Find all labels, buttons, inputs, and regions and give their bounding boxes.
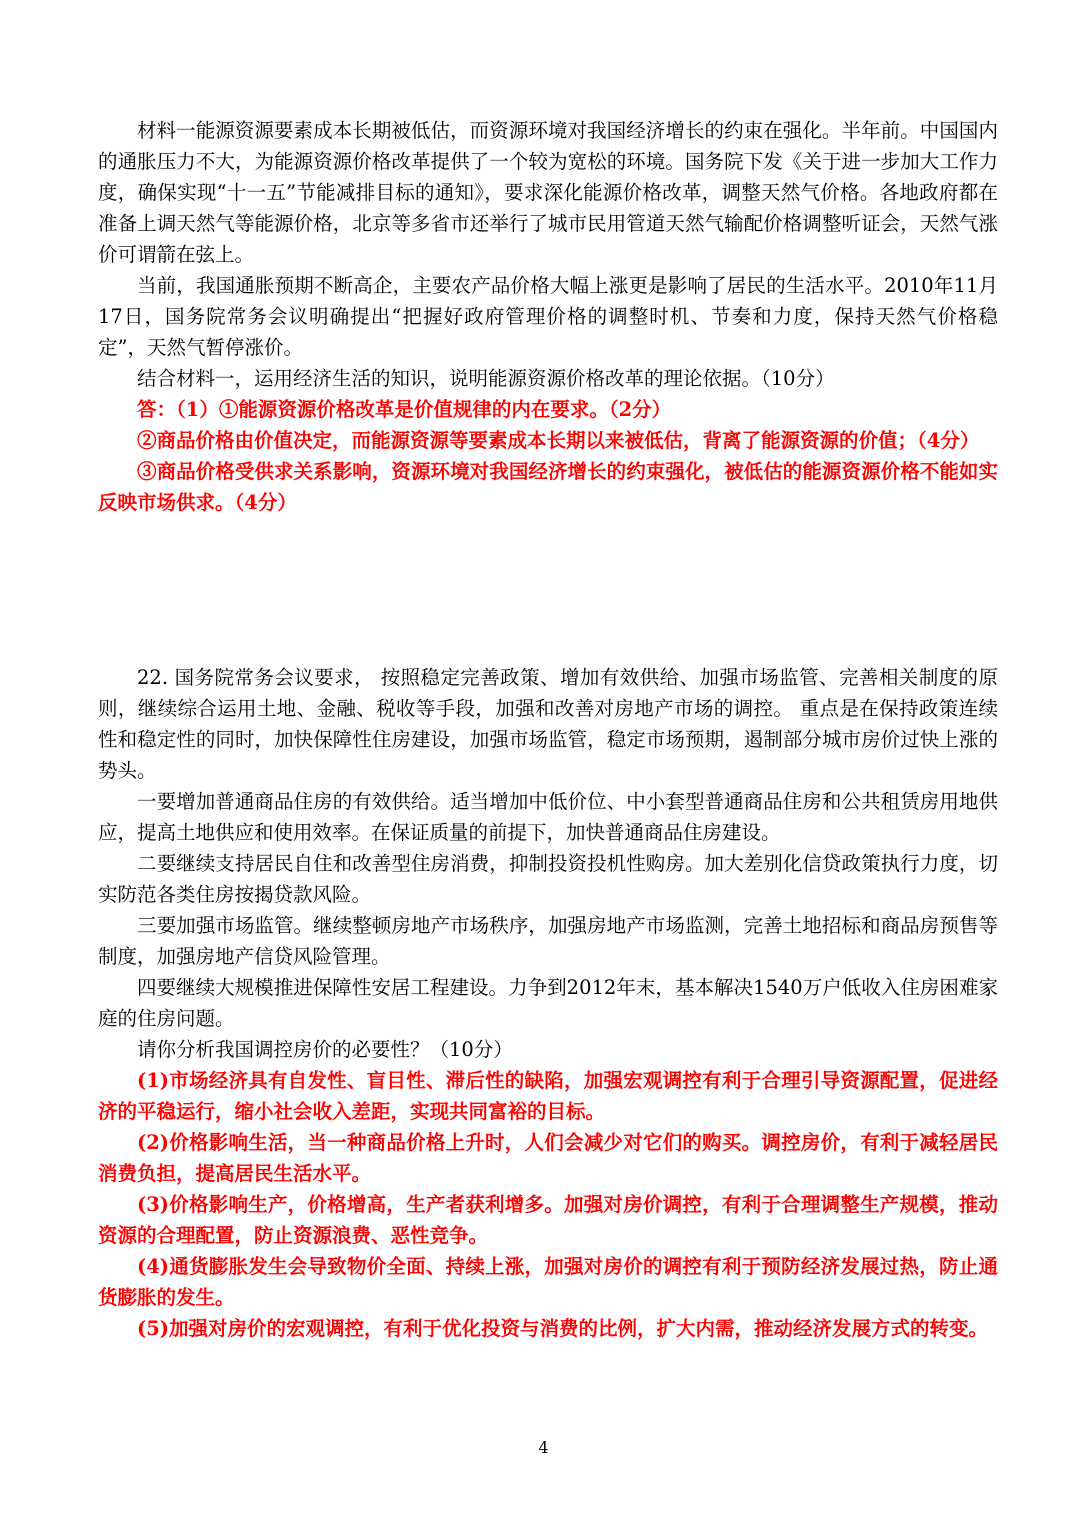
question-22-prompt: 请你分析我国调控房价的必要性？（10分）: [137, 1038, 513, 1061]
answer-22-block: [98, 1065, 998, 1344]
answer-1-point-2: ②商品价格由价值决定，而能源资源等要素成本长期以来被低估，背离了能源资源的价值；（4分）: [137, 429, 980, 452]
policy-paragraph-1: 一要增加普通商品住房的有效供给。适当增加中低价位、中小套型普通商品住房和公共租赁房用地供应，提高土地供应和使用效率。在保证质量的前提下，加快普通商品住房建设。: [98, 790, 998, 844]
question-22-section: [98, 662, 998, 1344]
policy-paragraph-2: 二要继续支持居民自住和改善型住房消费，抑制投资投机性购房。加大差别化信贷政策执行力度，切实防范各类住房按揭贷款风险。: [98, 852, 998, 906]
answer-22-point-3: (3)价格影响生产，价格增高，生产者获利增多。加强对房价调控，有利于合理调整生产规模，推动资源的合理配置，防止资源浪费、恶性竞争。: [98, 1193, 998, 1247]
policy-paragraph-4: 四要继续大规模推进保障性安居工程建设。力争到2012年末，基本解决1540万户低收入住房困难家庭的住房问题。: [98, 976, 998, 1030]
answer-22-point-2: (2)价格影响生活，当一种商品价格上升时，人们会减少对它们的购买。调控房价，有利于减轻居民消费负担，提高居民生活水平。: [98, 1131, 998, 1185]
answer-22-point-1: (1)市场经济具有自发性、盲目性、滞后性的缺陷，加强宏观调控有利于合理引导资源配置，促进经济的平稳运行，缩小社会收入差距，实现共同富裕的目标。: [98, 1069, 998, 1123]
material-paragraph-2: 当前，我国通胀预期不断高企，主要农产品价格大幅上涨更是影响了居民的生活水平。2010年11月17日，国务院常务会议明确提出“把握好政府管理价格的调整时机、节奏和力度，保持天然气价格稳定”，天然气暂停涨价。: [98, 274, 998, 359]
policy-paragraph-3: 三要加强市场监管。继续整顿房地产市场秩序，加强房地产市场监测，完善土地招标和商品房预售等制度，加强房地产信贷风险管理。: [98, 914, 998, 968]
answer-1-block: [98, 394, 998, 518]
answer-1-point-3: ③商品价格受供求关系影响，资源环境对我国经济增长的约束强化，被低估的能源资源价格不能如实反映市场供求。（4分）: [98, 460, 998, 514]
page-number: 4: [538, 1438, 549, 1457]
question-1: 结合材料一，运用经济生活的知识，说明能源资源价格改革的理论依据。（10分）: [137, 367, 835, 390]
answer-1-point-1: 答：（1）①能源资源价格改革是价值规律的内在要求。（2分）: [137, 398, 672, 421]
material-section: [98, 115, 998, 518]
answer-22-point-4: (4)通货膨胀发生会导致物价全面、持续上涨，加强对房价的调控有利于预防经济发展过热，防止通货膨胀的发生。: [98, 1255, 998, 1309]
answer-22-point-5: (5)加强对房价的宏观调控，有利于优化投资与消费的比例，扩大内需，推动经济发展方式的转变。: [137, 1317, 989, 1340]
question-22-intro: 22. 国务院常务会议要求， 按照稳定完善政策、增加有效供给、加强市场监管、完善相关制度的原则，继续综合运用土地、金融、税收等手段，加强和改善对房地产市场的调控。 重点是在保持政策连续性和稳定性的同时，加快保障性住房建设，加强市场监管，稳定市场预期，遏制部分城市房价过快上涨的势头。: [98, 666, 998, 782]
material-paragraph-1: 材料一能源资源要素成本长期被低估，而资源环境对我国经济增长的约束在强化。半年前。中国国内的通胀压力不大，为能源资源价格改革提供了一个较为宽松的环境。国务院下发《关于进一步加大工作力度，确保实现“十一五”节能减排目标的通知》，要求深化能源价格改革，调整天然气价格。各地政府都在准备上调天然气等能源价格，北京等多省市还举行了城市民用管道天然气输配价格调整听证会，天然气涨价可谓箭在弦上。: [98, 119, 998, 266]
